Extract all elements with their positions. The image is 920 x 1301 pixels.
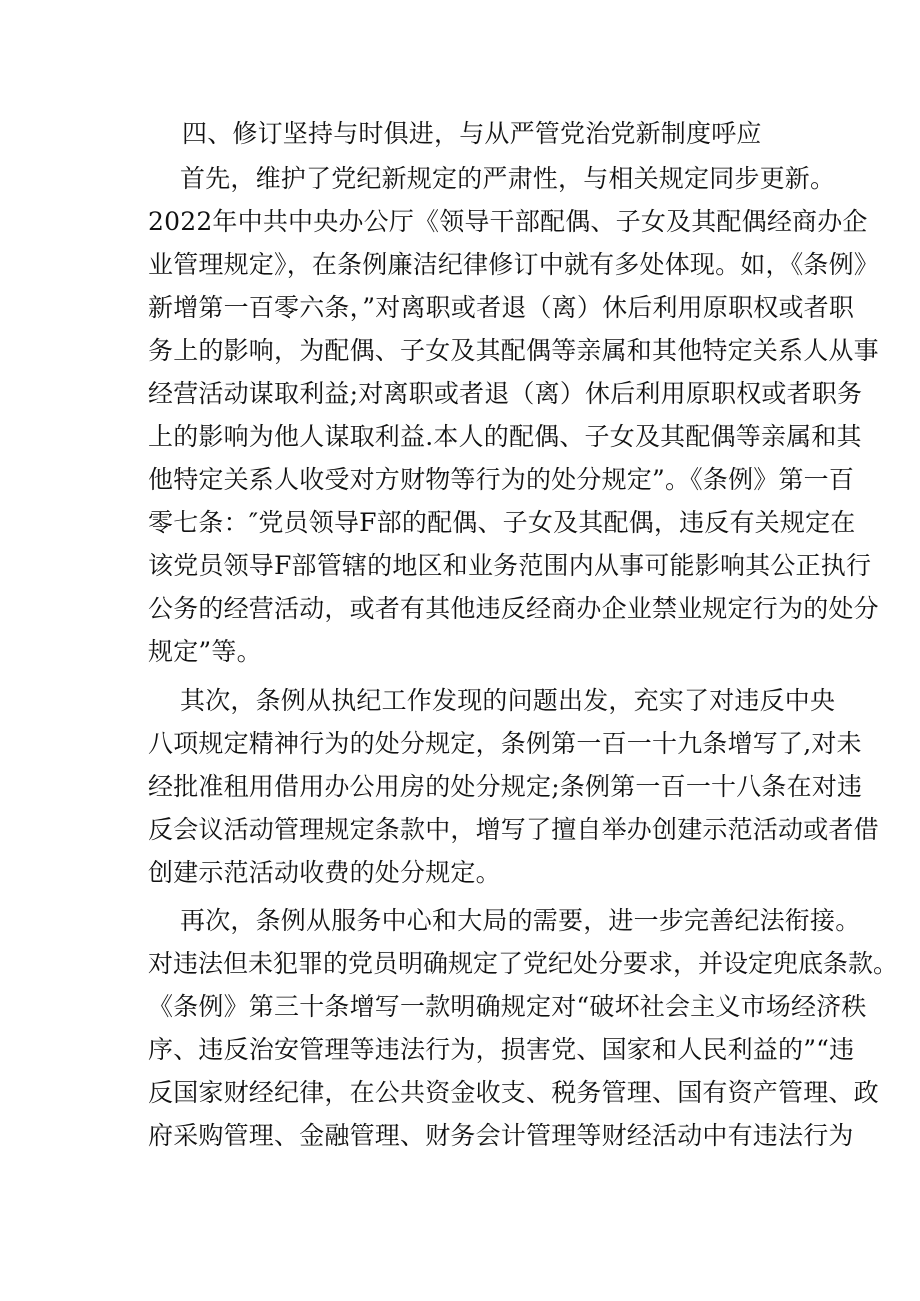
paragraph-1-line-5: 务上的影响，为配偶、子女及其配偶等亲属和其他特定关系人从事: [148, 336, 879, 365]
paragraph-2-line-1: 其次，条例从执纪工作发现的问题出发，充实了对违反中央: [180, 686, 836, 715]
paragraph-3-line-6: 府采购管理、金融管理、财务会计管理等财经活动中有违法行为: [148, 1121, 854, 1150]
section-heading: 四、修订坚持与时俱进，与从严管党治党新制度呼应: [182, 119, 762, 148]
paragraph-2-line-2: 八项规定精神行为的处分规定，条例第一百一十九条增写了,对未: [148, 729, 862, 758]
paragraph-1-line-6: 经营活动谋取利益;对离职或者退（离）休后利用原职权或者职务: [148, 379, 863, 408]
paragraph-1-line-7: 上的影响为他人谋取利益.本人的配偶、子女及其配偶等亲属和其: [148, 422, 862, 451]
paragraph-1-line-3: 业管理规定》，在条例廉洁纪律修订中就有多处体现。如，《条例》: [148, 250, 880, 279]
paragraph-1-line-11: 公务的经营活动，或者有其他违反经商办企业禁业规定行为的处分: [148, 594, 879, 623]
paragraph-3-line-3: 《条例》第三十条增写一款明确规定对“破坏社会主义市场经济秩: [148, 992, 867, 1021]
paragraph-3-line-1: 再次，条例从服务中心和大局的需要，进一步完善纪法衔接。: [180, 906, 861, 935]
paragraph-3-line-5: 反国家财经纪律，在公共资金收支、税务管理、国有资产管理、政: [148, 1078, 879, 1107]
paragraph-1-line-2: 2022年中共中央办公厅《领导干部配偶、子女及其配偶经商办企: [148, 207, 868, 236]
paragraph-1-line-1: 首先，维护了党纪新规定的严肃性，与相关规定同步更新。: [180, 164, 836, 193]
paragraph-2-line-4: 反会议活动管理规定条款中，增写了擅自举办创建示范活动或者借: [148, 815, 879, 844]
paragraph-1-line-10: 该党员领导F部管辖的地区和业务范围内从事可能影响其公正执行: [148, 551, 872, 580]
paragraph-2-line-3: 经批准租用借用办公用房的处分规定;条例第一百一十八条在对违: [148, 772, 863, 801]
paragraph-1-line-8: 他特定关系人收受对方财物等行为的处分规定”。《条例》第一百: [148, 465, 855, 494]
paragraph-3-line-4: 序、违反治安管理等违法行为，损害党、国家和人民利益的”“违: [148, 1035, 855, 1064]
paragraph-1-line-4: 新增第一百零六条，”对离职或者退（离）休后利用原职权或者职: [148, 293, 855, 322]
paragraph-1-line-12: 规定”等。: [148, 637, 262, 666]
paragraph-1-line-9: 零七条：″党员领导F部的配偶、子女及其配偶，违反有关规定在: [148, 508, 856, 537]
paragraph-2-line-5: 创建示范活动收费的处分规定。: [148, 858, 501, 887]
paragraph-3-line-2: 对违法但未犯罪的党员明确规定了党纪处分要求，并设定兜底条款。: [148, 949, 899, 978]
